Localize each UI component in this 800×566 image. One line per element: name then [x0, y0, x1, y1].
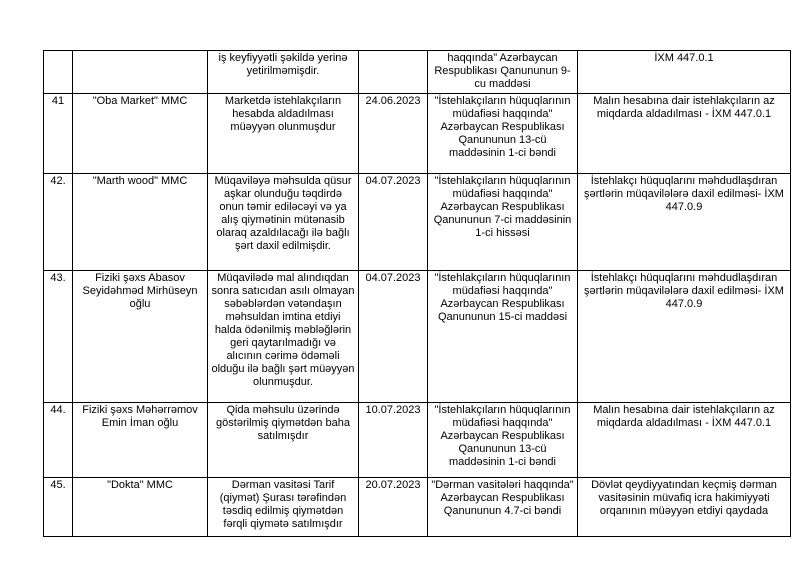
table-row [44, 94, 791, 174]
legal-basis-cell: "Dərman vasitələri haqqında" Azərbaycan Respublikası Qanununun 4.7-ci bəndi [428, 478, 578, 537]
sanction-cell: İstehlakçı hüquqlarını məhdudlaşdıran şərtlərin müqavilələrə daxil edilməsi- İXM 447.0.9 [578, 174, 791, 271]
entity-name-cell: "Oba Market" MMC [73, 94, 208, 174]
entity-name-cell: "Dokta" MMC [73, 478, 208, 537]
violations-table [43, 50, 791, 537]
legal-basis-cell: "İstehlakçıların hüquqlarının müdafiəsi haqqında" Azərbaycan Respublikası Qanununun 13-cü maddəsinin 1-ci bəndi [428, 403, 578, 478]
legal-basis-cell: "İstehlakçıların hüquqlarının müdafiəsi haqqında" Azərbaycan Respublikası Qanununun 13-cü maddəsinin 1-ci bəndi [428, 94, 578, 174]
date-cell: 04.07.2023 [359, 174, 428, 271]
entity-name-cell [73, 51, 208, 94]
legal-basis-cell: "İstehlakçıların hüquqlarının müdafiəsi haqqında" Azərbaycan Respublikası Qanununun 7-ci maddəsinin 1-ci hissəsi [428, 174, 578, 271]
legal-basis-cell: "İstehlakçıların hüquqlarının müdafiəsi haqqında" Azərbaycan Respublikası Qanununun 15-ci maddəsi [428, 271, 578, 403]
date-cell: 04.07.2023 [359, 271, 428, 403]
legal-basis-cell: haqqında" Azərbaycan Respublikası Qanununun 9-cu maddəsi [428, 51, 578, 94]
table-row [44, 403, 791, 478]
violation-cell: Müqavilədə mal alındıqdan sonra satıcıdan asılı olmayan səbəblərdən vətəndaşın məhsuldan imtina etdiyi halda ödənilmiş məbləğlərin geri qaytarılmadığı və alıcının cərimə ödəməli olduğu ilə bağlı şərt müəyyən olunmuşdur. [208, 271, 359, 403]
row-number-cell [44, 51, 73, 94]
document-page [43, 50, 791, 537]
violation-cell: Müqaviləyə məhsulda qüsur aşkar olunduğu təqdirdə onun təmir ediləcəyi və ya alış qiymətinin mütənasib olaraq azaldılacağı ilə bağlı şərt daxil edilmişdir. [208, 174, 359, 271]
row-number-cell: 43. [44, 271, 73, 403]
table-row [44, 51, 791, 94]
row-number-cell: 44. [44, 403, 73, 478]
entity-name-cell: Fiziki şəxs Abasov Seyidəhməd Mirhüseyn oğlu [73, 271, 208, 403]
sanction-cell: Malın hesabına dair istehlakçıların az miqdarda aldadılması - İXM 447.0.1 [578, 403, 791, 478]
sanction-cell: Dövlət qeydiyyatından keçmiş dərman vasitəsinin müvafiq icra hakimiyyəti orqanının müəyyən etdiyi qaydada [578, 478, 791, 537]
sanction-cell: Malın hesabına dair istehlakçıların az miqdarda aldadılması - İXM 447.0.1 [578, 94, 791, 174]
entity-name-cell: "Marth wood" MMC [73, 174, 208, 271]
date-cell: 24.06.2023 [359, 94, 428, 174]
table-row [44, 478, 791, 537]
table-row [44, 174, 791, 271]
violation-cell: iş keyfiyyətli şəkildə yerinə yetirilməmişdir. [208, 51, 359, 94]
date-cell: 10.07.2023 [359, 403, 428, 478]
sanction-cell: İstehlakçı hüquqlarını məhdudlaşdıran şərtlərin müqavilələrə daxil edilməsi- İXM 447.0.9 [578, 271, 791, 403]
row-number-cell: 42. [44, 174, 73, 271]
entity-name-cell: Fiziki şəxs Məhərrəmov Emin İman oğlu [73, 403, 208, 478]
row-number-cell: 41 [44, 94, 73, 174]
table-row [44, 271, 791, 403]
violation-cell: Marketdə istehlakçıların hesabda aldadılması müəyyən olunmuşdur [208, 94, 359, 174]
violation-cell: Qida məhsulu üzərində göstərilmiş qiymətdən baha satılmışdır [208, 403, 359, 478]
row-number-cell: 45. [44, 478, 73, 537]
sanction-cell: İXM 447.0.1 [578, 51, 791, 94]
date-cell: 20.07.2023 [359, 478, 428, 537]
date-cell [359, 51, 428, 94]
violation-cell: Dərman vasitəsi Tarif (qiymət) Şurası tərəfindən təsdiq edilmiş qiymətdən fərqli qiymətə satılmışdır [208, 478, 359, 537]
